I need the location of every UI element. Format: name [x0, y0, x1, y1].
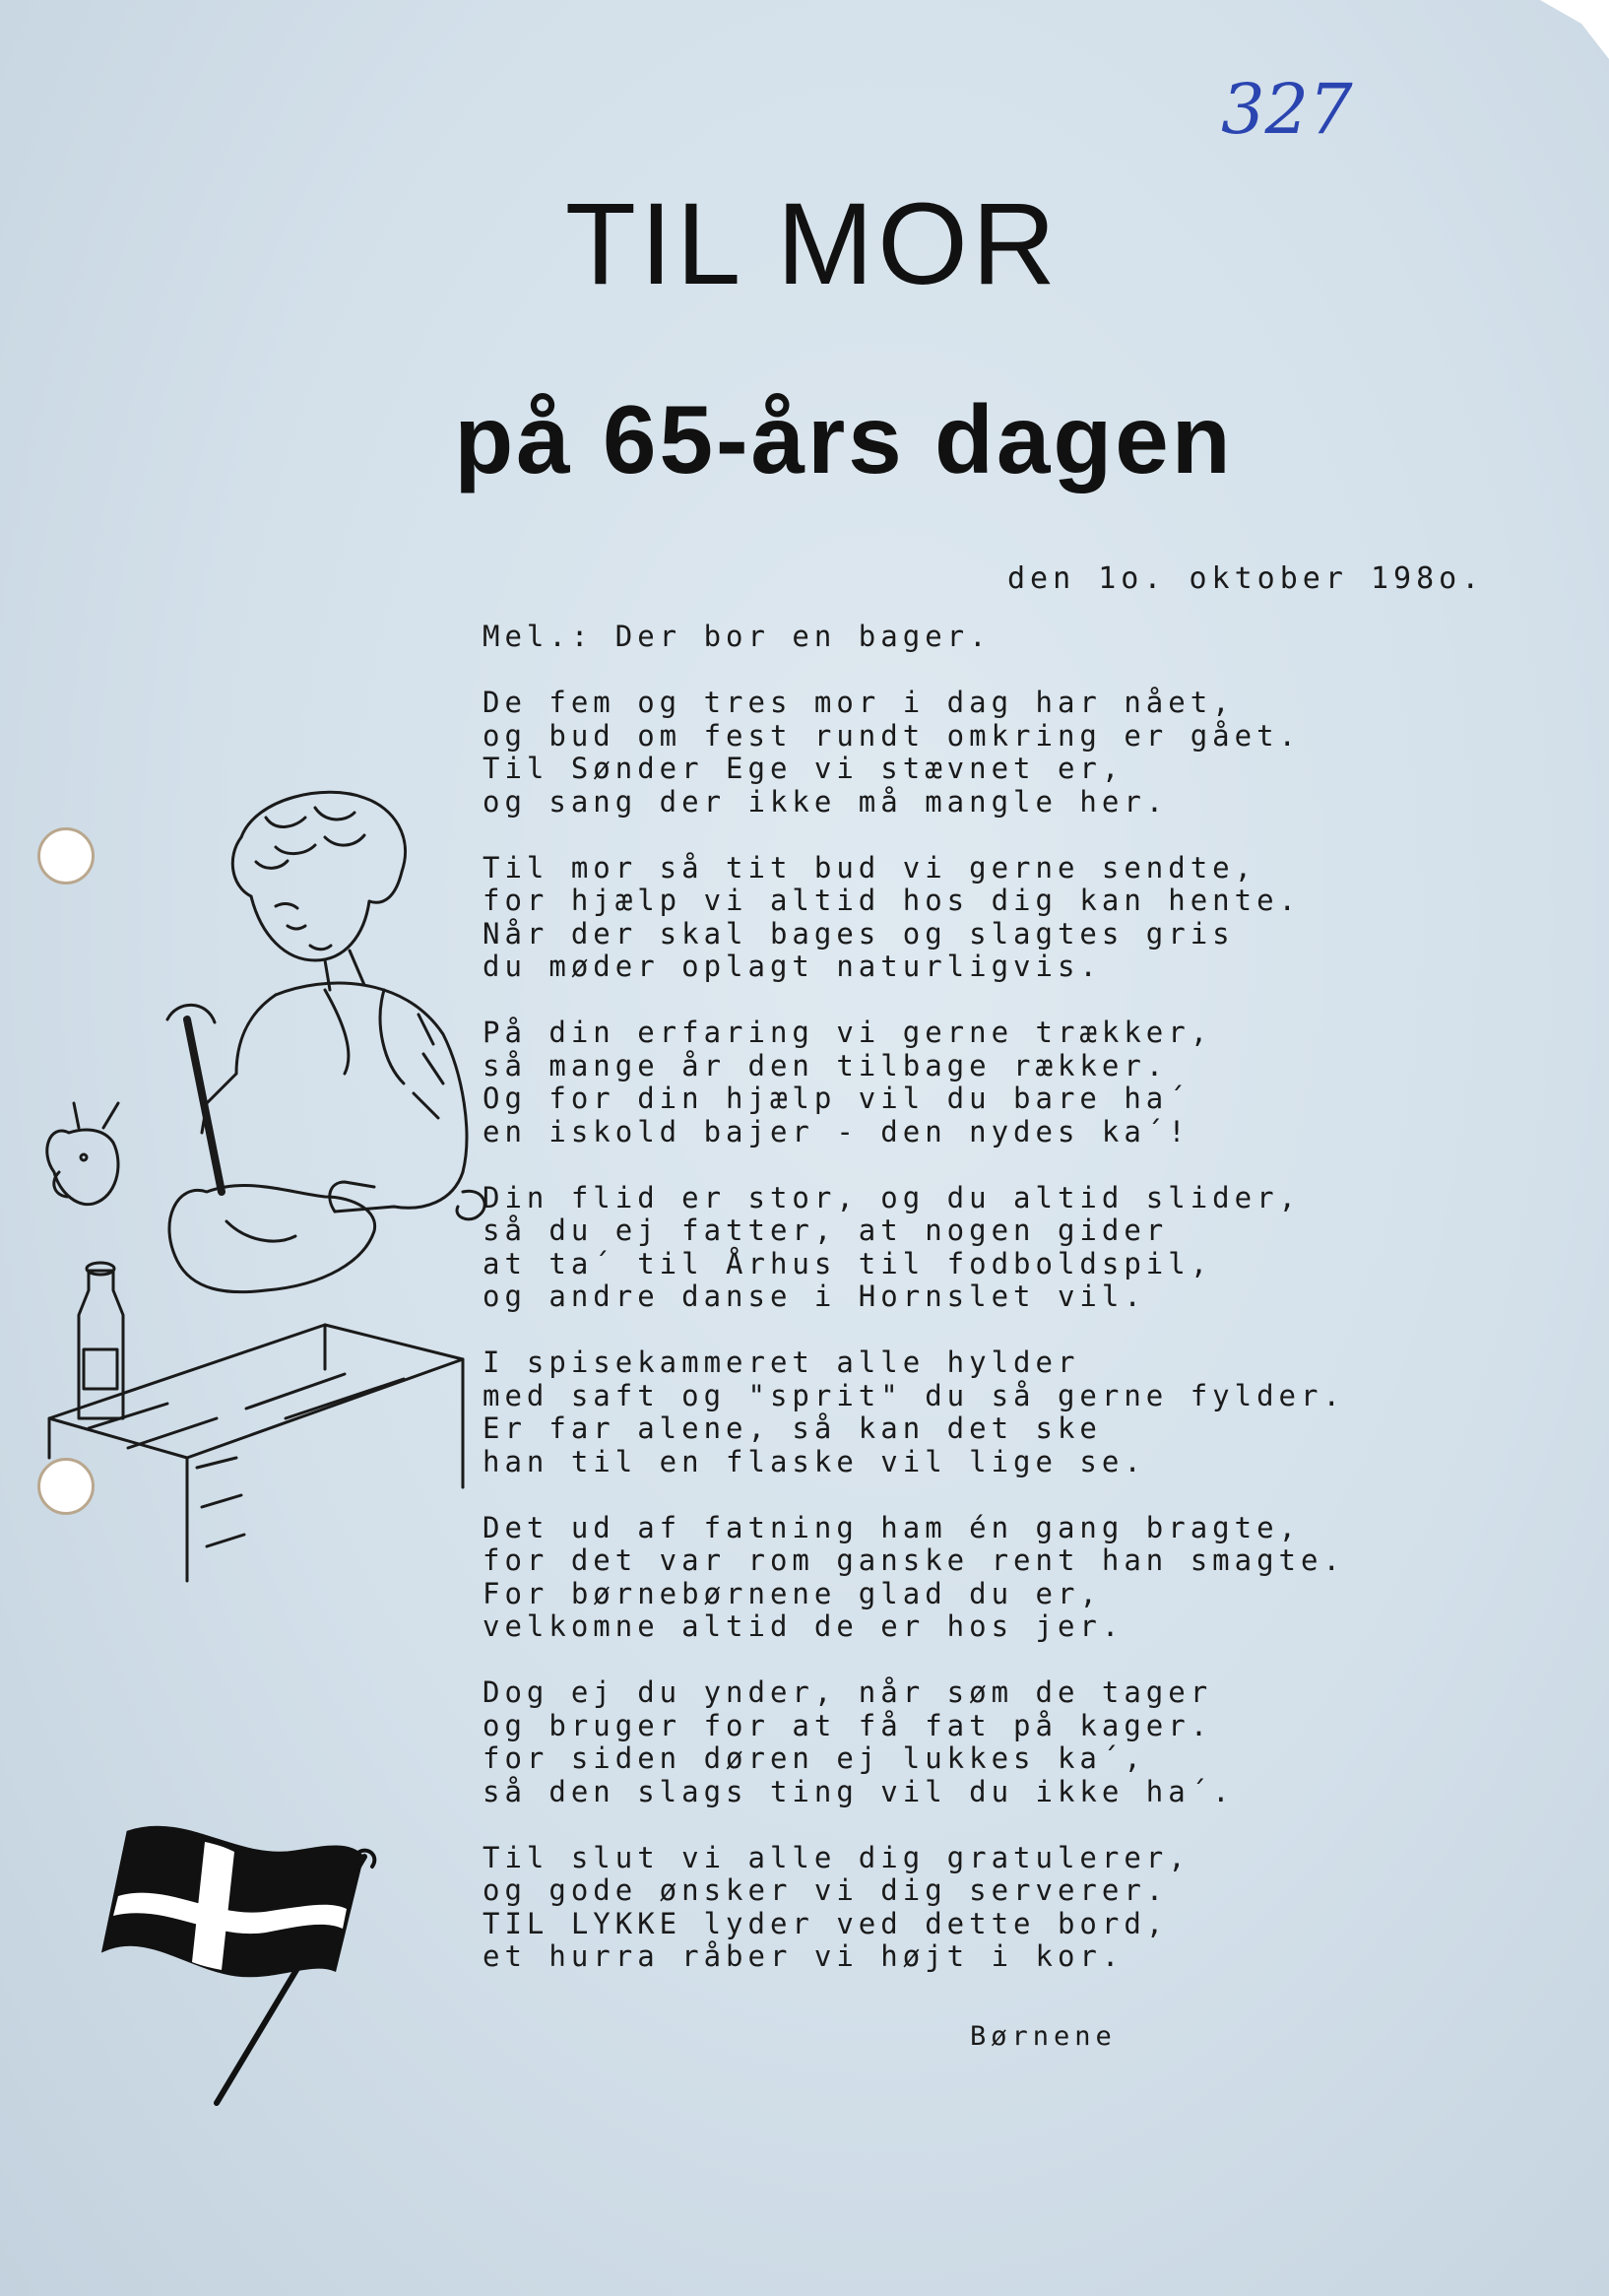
- stanza: [483, 852, 1329, 984]
- date-line: den 1o. oktober 198o.: [1007, 561, 1485, 596]
- poem-line: så du ej fatter, at nogen gider: [483, 1214, 1169, 1247]
- poem-line: og gode ønsker vi dig serverer.: [483, 1873, 1169, 1907]
- poem: [483, 620, 1345, 1974]
- stanza: [483, 1345, 1345, 1478]
- poem-line: en iskold bajer - den nydes ka´!: [483, 1114, 1191, 1148]
- poem-line: så mange år den tilbage rækker.: [483, 1048, 1169, 1082]
- poem-line: Det ud af fatning ham én gang bragte,: [483, 1510, 1302, 1544]
- poem-line: så den slags ting vil du ikke ha´.: [483, 1774, 1235, 1808]
- title-line-1: TIL MOR: [564, 179, 1061, 309]
- poem-line: I spisekammeret alle hylder: [483, 1345, 1080, 1379]
- poem-line: og bud om fest rundt omkring er gået.: [483, 718, 1302, 753]
- poem-line: du møder oplagt naturligvis.: [483, 950, 1102, 983]
- poem-line: For børnebørnene glad du er,: [483, 1576, 1102, 1610]
- handwritten-archive-number: 327: [1221, 69, 1353, 150]
- poem-line: TIL LYKKE lyder ved dette bord,: [483, 1906, 1169, 1940]
- illustration-woman-cooking: [30, 778, 492, 1596]
- stanza-list: [483, 686, 1345, 1974]
- poem-line: og andre danse i Hornslet vil.: [483, 1279, 1146, 1313]
- poem-line: De fem og tres mor i dag har nået,: [483, 686, 1235, 719]
- poem-line: for hjælp vi altid hos dig kan hente.: [483, 884, 1302, 917]
- poem-line: Og for din hjælp vil du bare ha´: [483, 1082, 1191, 1115]
- poem-line: et hurra råber vi højt i kor.: [483, 1939, 1125, 1973]
- poem-line: med saft og "sprit" du så gerne fylder.: [483, 1378, 1345, 1412]
- stanza: [483, 1182, 1329, 1314]
- signature: Børnene: [970, 2021, 1117, 2052]
- poem-line: Til mor så tit bud vi gerne sendte,: [483, 850, 1257, 885]
- poem-line: for siden døren ej lukkes ka´,: [483, 1741, 1146, 1775]
- poem-line: På din erfaring vi gerne trækker,: [483, 1016, 1213, 1049]
- stanza: [483, 1017, 1329, 1148]
- stanza: [483, 1842, 1329, 1974]
- poem-line: Din flid er stor, og du altid slider,: [483, 1180, 1302, 1214]
- danish-flag-illustration: [89, 1812, 404, 2108]
- poem-line: han til en flaske vil lige se.: [483, 1444, 1146, 1478]
- poem-line: Dog ej du ynder, når søm de tager: [483, 1675, 1213, 1709]
- poem-line: Til slut vi alle dig gratulerer,: [483, 1840, 1191, 1874]
- poem-line: velkomne altid de er hos jer.: [483, 1609, 1125, 1643]
- stanza: [483, 687, 1329, 819]
- poem-line: og bruger for at få fat på kager.: [483, 1708, 1213, 1742]
- melody-line: Mel.: Der bor en bager.: [483, 620, 992, 653]
- stanza: [483, 1510, 1345, 1644]
- poem-line: Når der skal bages og slagtes gris: [483, 916, 1235, 951]
- poem-line: Er far alene, så kan det ske: [483, 1411, 1102, 1445]
- stanza: [483, 1676, 1329, 1808]
- poem-line: og sang der ikke må mangle her.: [483, 784, 1169, 819]
- poem-line: for det var rom ganske rent han smagte.: [483, 1543, 1345, 1577]
- poem-line: at ta´ til Århus til fodboldspil,: [483, 1246, 1213, 1280]
- poem-line: Til Sønder Ege vi stævnet er,: [483, 752, 1125, 785]
- title-line-2: på 65-års dagen: [454, 385, 1234, 493]
